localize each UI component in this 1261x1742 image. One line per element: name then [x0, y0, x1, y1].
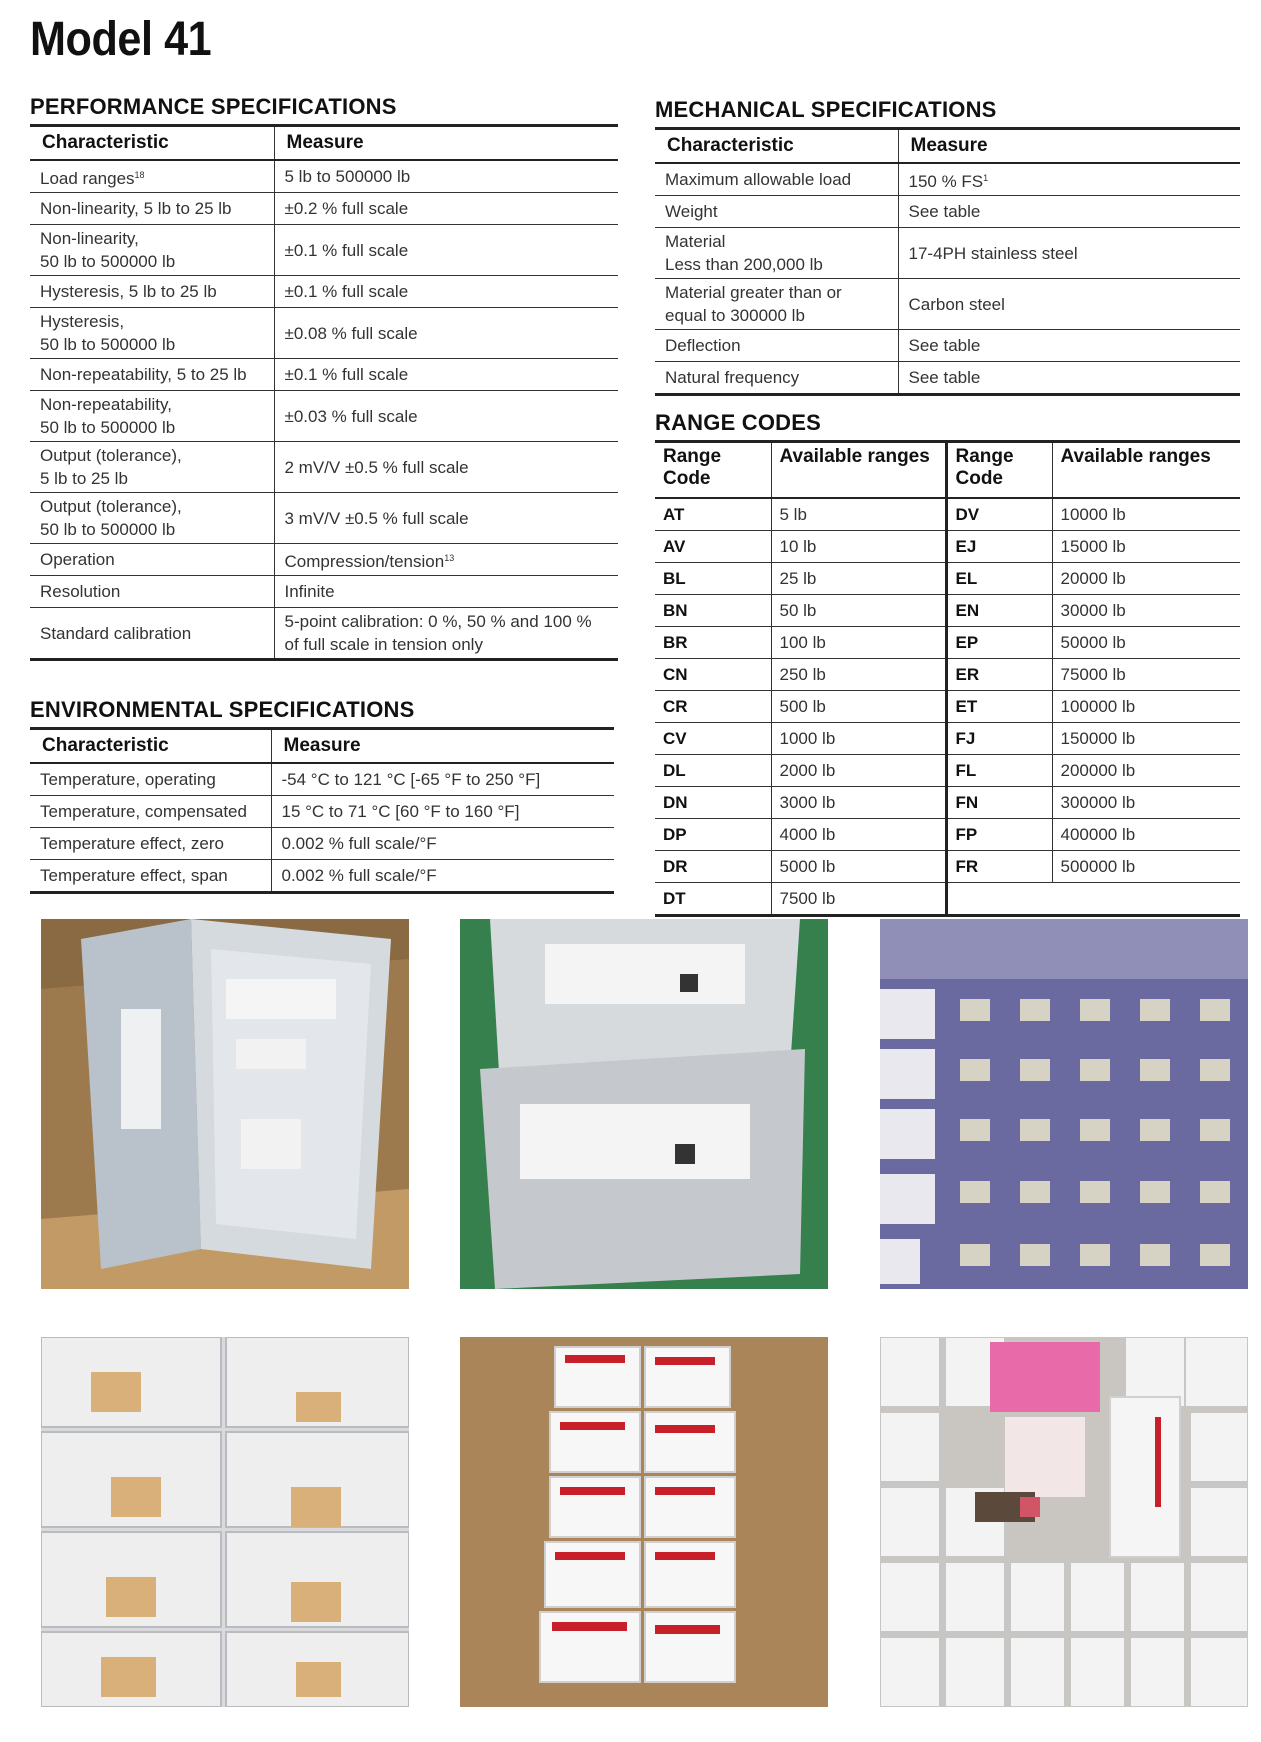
available-range-cell: 2000 lb	[771, 755, 946, 787]
photo-pressure-sensor-boxes	[880, 1337, 1248, 1707]
col-characteristic: Characteristic	[30, 126, 274, 161]
table-row	[655, 563, 1240, 595]
col-measure: Measure	[271, 729, 614, 764]
col-measure: Measure	[274, 126, 618, 161]
measure-cell: ±0.2 % full scale	[274, 193, 618, 225]
characteristic-cell: Deflection	[655, 330, 898, 362]
table-row	[30, 391, 618, 442]
characteristic-cell: Resolution	[30, 576, 274, 608]
available-range-cell: 150000 lb	[1052, 723, 1240, 755]
measure-cell: Infinite	[274, 576, 618, 608]
table-row	[30, 359, 618, 391]
characteristic-cell: Hysteresis, 5 lb to 25 lb	[30, 276, 274, 308]
table-row	[655, 851, 1240, 883]
range-code-cell: AT	[655, 498, 771, 531]
table-row	[655, 498, 1240, 531]
characteristic-cell: Temperature effect, span	[30, 860, 271, 893]
environmental-heading: ENVIRONMENTAL SPECIFICATIONS	[30, 697, 415, 722]
measure-cell: 2 mV/V ±0.5 % full scale	[274, 442, 618, 493]
measure-cell: Carbon steel	[898, 279, 1240, 330]
measure-cell: See table	[898, 196, 1240, 228]
measure-cell: 5 lb to 500000 lb	[274, 160, 618, 193]
measure-cell: 3 mV/V ±0.5 % full scale	[274, 493, 618, 544]
table-row	[30, 860, 614, 893]
range-code-cell: CR	[655, 691, 771, 723]
available-range-cell: 500 lb	[771, 691, 946, 723]
range-code-cell: FN	[946, 787, 1052, 819]
available-range-cell: 100000 lb	[1052, 691, 1240, 723]
table-row	[30, 276, 618, 308]
range-code-cell: BN	[655, 595, 771, 627]
available-range-cell: 4000 lb	[771, 819, 946, 851]
range-code-cell: BR	[655, 627, 771, 659]
measure-cell: ±0.1 % full scale	[274, 276, 618, 308]
table-row	[30, 608, 618, 660]
range-code-cell: EN	[946, 595, 1052, 627]
characteristic-cell: Non-linearity, 50 lb to 500000 lb	[30, 225, 274, 276]
table-row	[655, 659, 1240, 691]
table-row	[30, 493, 618, 544]
footnote-ref: 1	[983, 172, 989, 183]
mechanical-heading: MECHANICAL SPECIFICATIONS	[655, 97, 997, 122]
photo-foil-pack-in-box	[41, 919, 409, 1289]
range-code-cell: FJ	[946, 723, 1052, 755]
measure-cell: ±0.1 % full scale	[274, 359, 618, 391]
range-code-cell: DL	[655, 755, 771, 787]
table-row	[655, 723, 1240, 755]
photo-tray-sensors	[880, 919, 1248, 1289]
measure-cell: See table	[898, 330, 1240, 362]
characteristic-cell: Non-linearity, 5 lb to 25 lb	[30, 193, 274, 225]
photo-honeywell-boxes	[460, 1337, 828, 1707]
table-row	[30, 193, 618, 225]
available-range-cell: 5000 lb	[771, 851, 946, 883]
measure-cell: 0.002 % full scale/°F	[271, 860, 614, 893]
col-available-ranges: Available ranges	[771, 442, 946, 499]
characteristic-cell: Material greater than or equal to 300000 lb	[655, 279, 898, 330]
table-row	[655, 819, 1240, 851]
available-range-cell: 300000 lb	[1052, 787, 1240, 819]
characteristic-cell: Maximum allowable load	[655, 163, 898, 196]
table-row	[655, 330, 1240, 362]
range-code-cell: CN	[655, 659, 771, 691]
table-row	[655, 362, 1240, 395]
range-code-cell: FP	[946, 819, 1052, 851]
measure-cell: See table	[898, 362, 1240, 395]
available-range-cell: 7500 lb	[771, 883, 946, 916]
table-row	[30, 225, 618, 276]
characteristic-cell: Output (tolerance), 50 lb to 500000 lb	[30, 493, 274, 544]
range-code-cell: FL	[946, 755, 1052, 787]
range-code-cell: EJ	[946, 531, 1052, 563]
photo-labeled-boxes	[41, 1337, 409, 1707]
available-range-cell: 50000 lb	[1052, 627, 1240, 659]
mechanical-table	[655, 127, 1240, 396]
available-range-cell: 25 lb	[771, 563, 946, 595]
available-range-cell: 200000 lb	[1052, 755, 1240, 787]
available-range-cell: 50 lb	[771, 595, 946, 627]
table-row	[655, 531, 1240, 563]
available-range-cell: 10000 lb	[1052, 498, 1240, 531]
measure-cell: 5-point calibration: 0 %, 50 % and 100 % of full scale in tension only	[274, 608, 618, 660]
available-range-cell: 30000 lb	[1052, 595, 1240, 627]
characteristic-cell: Temperature, operating	[30, 763, 271, 796]
range-code-cell: ER	[946, 659, 1052, 691]
characteristic-cell: Weight	[655, 196, 898, 228]
photo-foil-packs	[460, 919, 828, 1289]
measure-cell: ±0.1 % full scale	[274, 225, 618, 276]
characteristic-cell: Load ranges$^{18}$	[30, 160, 274, 193]
range-code-cell: EP	[946, 627, 1052, 659]
range-code-cell: CV	[655, 723, 771, 755]
range-code-cell: FR	[946, 851, 1052, 883]
characteristic-cell: Hysteresis, 50 lb to 500000 lb	[30, 308, 274, 359]
range-code-cell: DT	[655, 883, 771, 916]
available-range-cell: 1000 lb	[771, 723, 946, 755]
table-row	[30, 796, 614, 828]
characteristic-cell: Material Less than 200,000 lb	[655, 228, 898, 279]
col-range-code: Range Code	[946, 442, 1052, 499]
range-code-cell: DR	[655, 851, 771, 883]
empty-cell	[946, 883, 1240, 916]
performance-table	[30, 124, 618, 661]
available-range-cell: 500000 lb	[1052, 851, 1240, 883]
footnote-ref: 18	[134, 169, 145, 180]
measure-cell: ±0.08 % full scale	[274, 308, 618, 359]
col-characteristic: Characteristic	[655, 129, 898, 164]
measure-cell: -54 °C to 121 °C [-65 °F to 250 °F]	[271, 763, 614, 796]
measure-cell: 150 % $FS^1$	[898, 163, 1240, 196]
range-code-cell: AV	[655, 531, 771, 563]
col-characteristic: Characteristic	[30, 729, 271, 764]
characteristic-cell: Temperature, compensated	[30, 796, 271, 828]
col-available-ranges: Available ranges	[1052, 442, 1240, 499]
range-code-cell: DP	[655, 819, 771, 851]
available-range-cell: 15000 lb	[1052, 531, 1240, 563]
available-range-cell: 10 lb	[771, 531, 946, 563]
available-range-cell: 20000 lb	[1052, 563, 1240, 595]
table-row	[30, 544, 618, 576]
range-code-cell: BL	[655, 563, 771, 595]
available-range-cell: 5 lb	[771, 498, 946, 531]
characteristic-cell: Operation	[30, 544, 274, 576]
range-code-cell: DV	[946, 498, 1052, 531]
environmental-table	[30, 727, 614, 894]
range-code-cell: DN	[655, 787, 771, 819]
range-code-cell: ET	[946, 691, 1052, 723]
table-row	[30, 828, 614, 860]
available-range-cell: 3000 lb	[771, 787, 946, 819]
available-range-cell: 100 lb	[771, 627, 946, 659]
characteristic-cell: Standard calibration	[30, 608, 274, 660]
measure-cell: ±0.03 % full scale	[274, 391, 618, 442]
page-title: Model 41	[30, 13, 212, 66]
table-row	[655, 279, 1240, 330]
table-row	[655, 595, 1240, 627]
table-row	[30, 160, 618, 193]
col-range-code: Range Code	[655, 442, 771, 499]
available-range-cell: 250 lb	[771, 659, 946, 691]
measure-cell: Compression/tension$^{13}$	[274, 544, 618, 576]
measure-cell: 0.002 % full scale/°F	[271, 828, 614, 860]
range-codes-heading: RANGE CODES	[655, 410, 821, 435]
table-row	[655, 755, 1240, 787]
table-row	[655, 196, 1240, 228]
table-row	[30, 442, 618, 493]
col-measure: Measure	[898, 129, 1240, 164]
table-row	[655, 228, 1240, 279]
characteristic-cell: Non-repeatability, 50 lb to 500000 lb	[30, 391, 274, 442]
range-code-cell: EL	[946, 563, 1052, 595]
footnote-ref: 13	[444, 552, 455, 563]
table-row	[30, 576, 618, 608]
characteristic-cell: Natural frequency	[655, 362, 898, 395]
table-row	[655, 627, 1240, 659]
available-range-cell: 75000 lb	[1052, 659, 1240, 691]
table-row	[655, 691, 1240, 723]
available-range-cell: 400000 lb	[1052, 819, 1240, 851]
table-row	[655, 787, 1240, 819]
characteristic-cell: Temperature effect, zero	[30, 828, 271, 860]
characteristic-cell: Output (tolerance), 5 lb to 25 lb	[30, 442, 274, 493]
range-codes-table	[655, 440, 1240, 917]
measure-cell: 15 °C to 71 °C [60 °F to 160 °F]	[271, 796, 614, 828]
measure-cell: 17-4PH stainless steel	[898, 228, 1240, 279]
characteristic-cell: Non-repeatability, 5 to 25 lb	[30, 359, 274, 391]
table-row	[30, 308, 618, 359]
performance-heading: PERFORMANCE SPECIFICATIONS	[30, 94, 397, 119]
table-row	[655, 163, 1240, 196]
table-row	[655, 883, 1240, 916]
table-row	[30, 763, 614, 796]
